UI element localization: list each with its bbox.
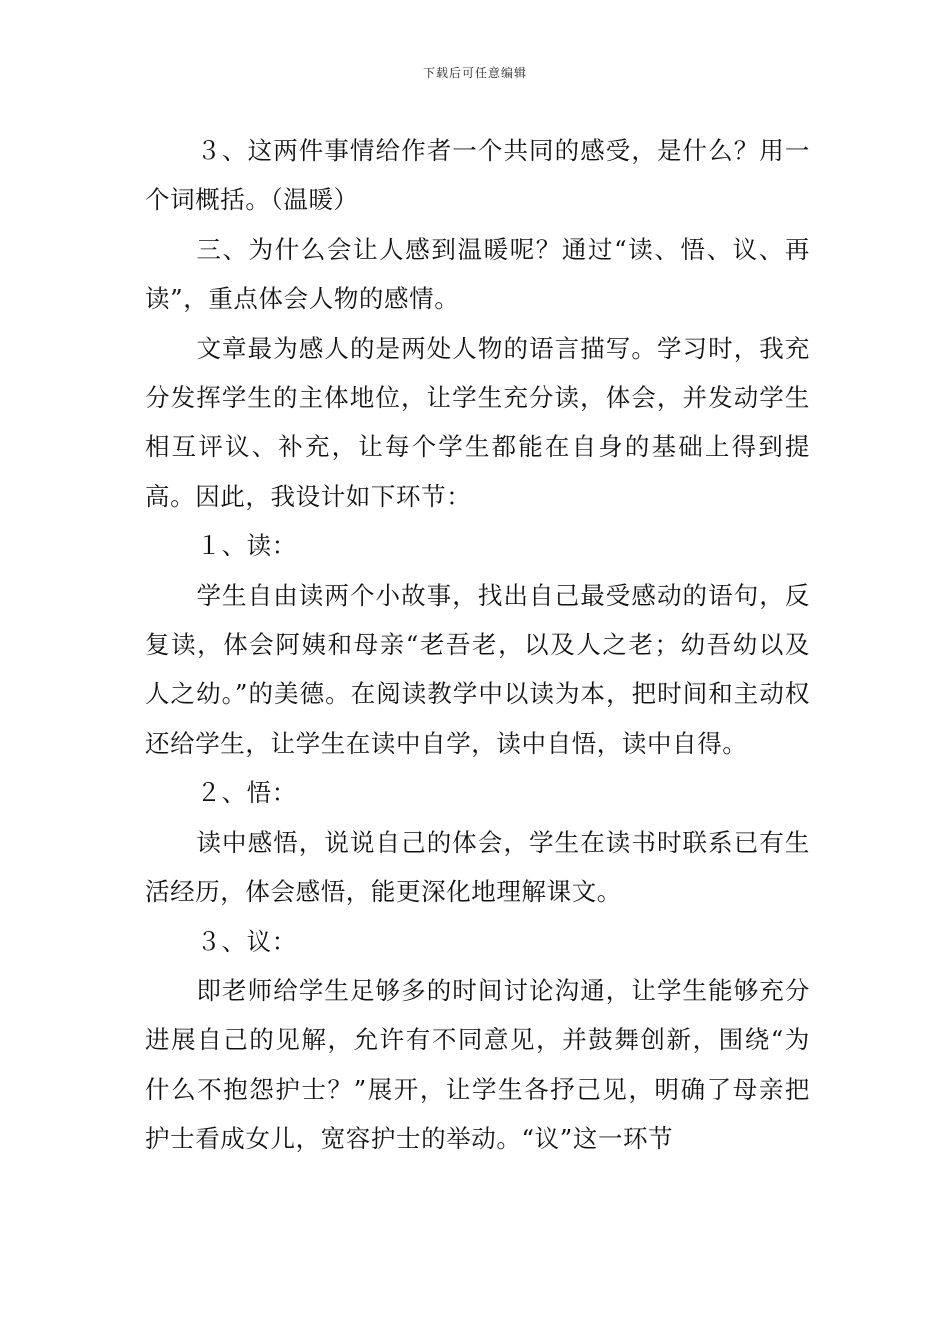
paragraph-intro: 文章最为感人的是两处人物的语言描写。学习时，我充分发挥学生的主体地位，让学生充分读，体会，并发动学生相互评议、补充，让每个学生都能在自身的基础上得到提高。因此，我设计如下环节： [145,333,810,511]
paragraph-understand: 读中感悟，说说自己的体会，学生在读书时联系已有生活经历，体会感悟，能更深化地理解课文。 [145,827,810,907]
paragraph-section-3: 三、为什么会让人感到温暖呢？通过“读、悟、议、再读”，重点体会人物的感情。 [145,234,810,314]
header-note: 下载后可任意编辑 [422,66,527,80]
document-body [145,126,810,1164]
step-heading-read: １、读： [196,531,297,561]
paragraph-question-3: ３、这两件事情给作者一个共同的感受，是什么？用一个词概括。（温暖） [145,136,810,215]
paragraph-read: 学生自由读两个小故事，找出自己最受感动的语句，反复读，体会阿姨和母亲“老吾老，以及人之老；幼吾幼以及人之幼。”的美德。在阅读教学中以读为本，把时间和主动权还给学生，让学生在读中自学，读中自悟，读中自得。 [145,580,810,758]
paragraph-discuss: 即老师给学生足够多的时间讨论沟通，让学生能够充分进展自己的见解，允许有不同意见，并鼓舞创新，围绕“为什么不抱怨护士？”展开，让学生各抒己见，明确了母亲把护士看成女儿，宽容护士的举动。“议”这一环节 [145,975,810,1154]
step-heading-discuss: ３、议： [196,926,297,956]
step-heading-understand: ２、悟： [196,778,297,808]
